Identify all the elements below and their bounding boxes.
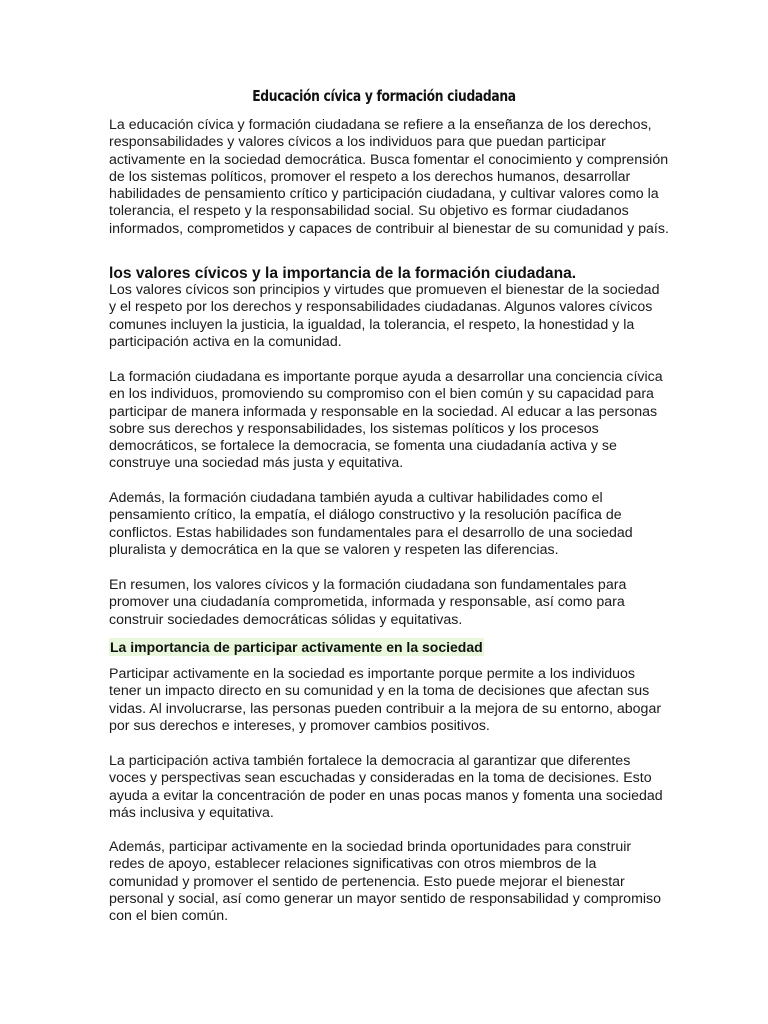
section1-paragraph-2: La formación ciudadana es importante porque ayuda a desarrollar una conciencia cívica en los individuos, promoviendo su compromiso con el bien común y su capacidad para participar de manera informada y responsable en la sociedad. Al educar a las personas sobre sus derechos y responsabilidades, los sistemas políticos y los procesos democráticos, se fortalece la democracia, se fomenta una ciudadanía activa y se construye una sociedad más justa y equitativa. xyxy=(109,369,663,472)
section1-paragraph-4: En resumen, los valores cívicos y la formación ciudadana son fundamentales para promover una ciudadanía comprometida, informada y responsable, así como para construir sociedades democráticas sólidas y equitativas. xyxy=(109,577,627,628)
section1-paragraph-1: Los valores cívicos son principios y virtudes que promueven el bienestar de la sociedad y el respeto por los derechos y responsabilidades ciudadanas. Algunos valores cívicos comunes incluyen la justicia, la igualdad, la tolerancia, el respeto, la honestidad y la participación activa en la comunidad. xyxy=(109,282,660,350)
section-heading-civic-values: los valores cívicos y la importancia de la formación ciudadana. xyxy=(109,265,577,282)
intro-paragraph: La educación cívica y formación ciudadana se refiere a la enseñanza de los derechos, responsabilidades y valores cívicos a los individuos para que puedan participar activamente en la sociedad democrática. Busca fomentar el conocimiento y comprensión de los sistemas políticos, promover el respeto a los derechos humanos, desarrollar habilidades de pensamiento crítico y participación ciudadana, y cultivar valores como la tolerancia, el respeto y la responsabilidad social. Su objetivo es formar ciudadanos informados, comprometidos y capaces de contribuir al bienestar de su comunidad y país. xyxy=(109,117,669,237)
section2-paragraph-3: Además, participar activamente en la sociedad brinda oportunidades para construir redes de apoyo, establecer relaciones significativas con otros miembros de la comunidad y promover el sentido de pertenencia. Esto puede mejorar el bienestar personal y social, así como generar un mayor sentido de responsabilidad y compromiso con el bien común. xyxy=(109,839,662,925)
section-heading-participation: La importancia de participar activamente en la sociedad xyxy=(110,639,483,655)
section1-paragraph-3: Además, la formación ciudadana también ayuda a cultivar habilidades como el pensamiento crítico, la empatía, el diálogo constructivo y la resolución pacífica de conflictos. Estas habilidades son fundamentales para el desarrollo de una sociedad pluralista y democrática en la que se valoren y respeten las diferencias. xyxy=(109,490,633,558)
section2-paragraph-1: Participar activamente en la sociedad es importante porque permite a los individuos tener un impacto directo en su comunidad y en la toma de decisiones que afectan sus vidas. Al involucrarse, las personas pueden contribuir a la mejora de su entorno, abogar por sus derechos e intereses, y promover cambios positivos. xyxy=(109,666,662,734)
document-title: Educación cívica y formación ciudadana xyxy=(252,87,516,105)
section2-paragraph-2: La participación activa también fortalece la democracia al garantizar que diferentes voces y perspectivas sean escuchadas y consideradas en la toma de decisiones. Esto ayuda a evitar la concentración de poder en unas pocas manos y fomenta una sociedad más inclusiva y equitativa. xyxy=(109,753,663,821)
